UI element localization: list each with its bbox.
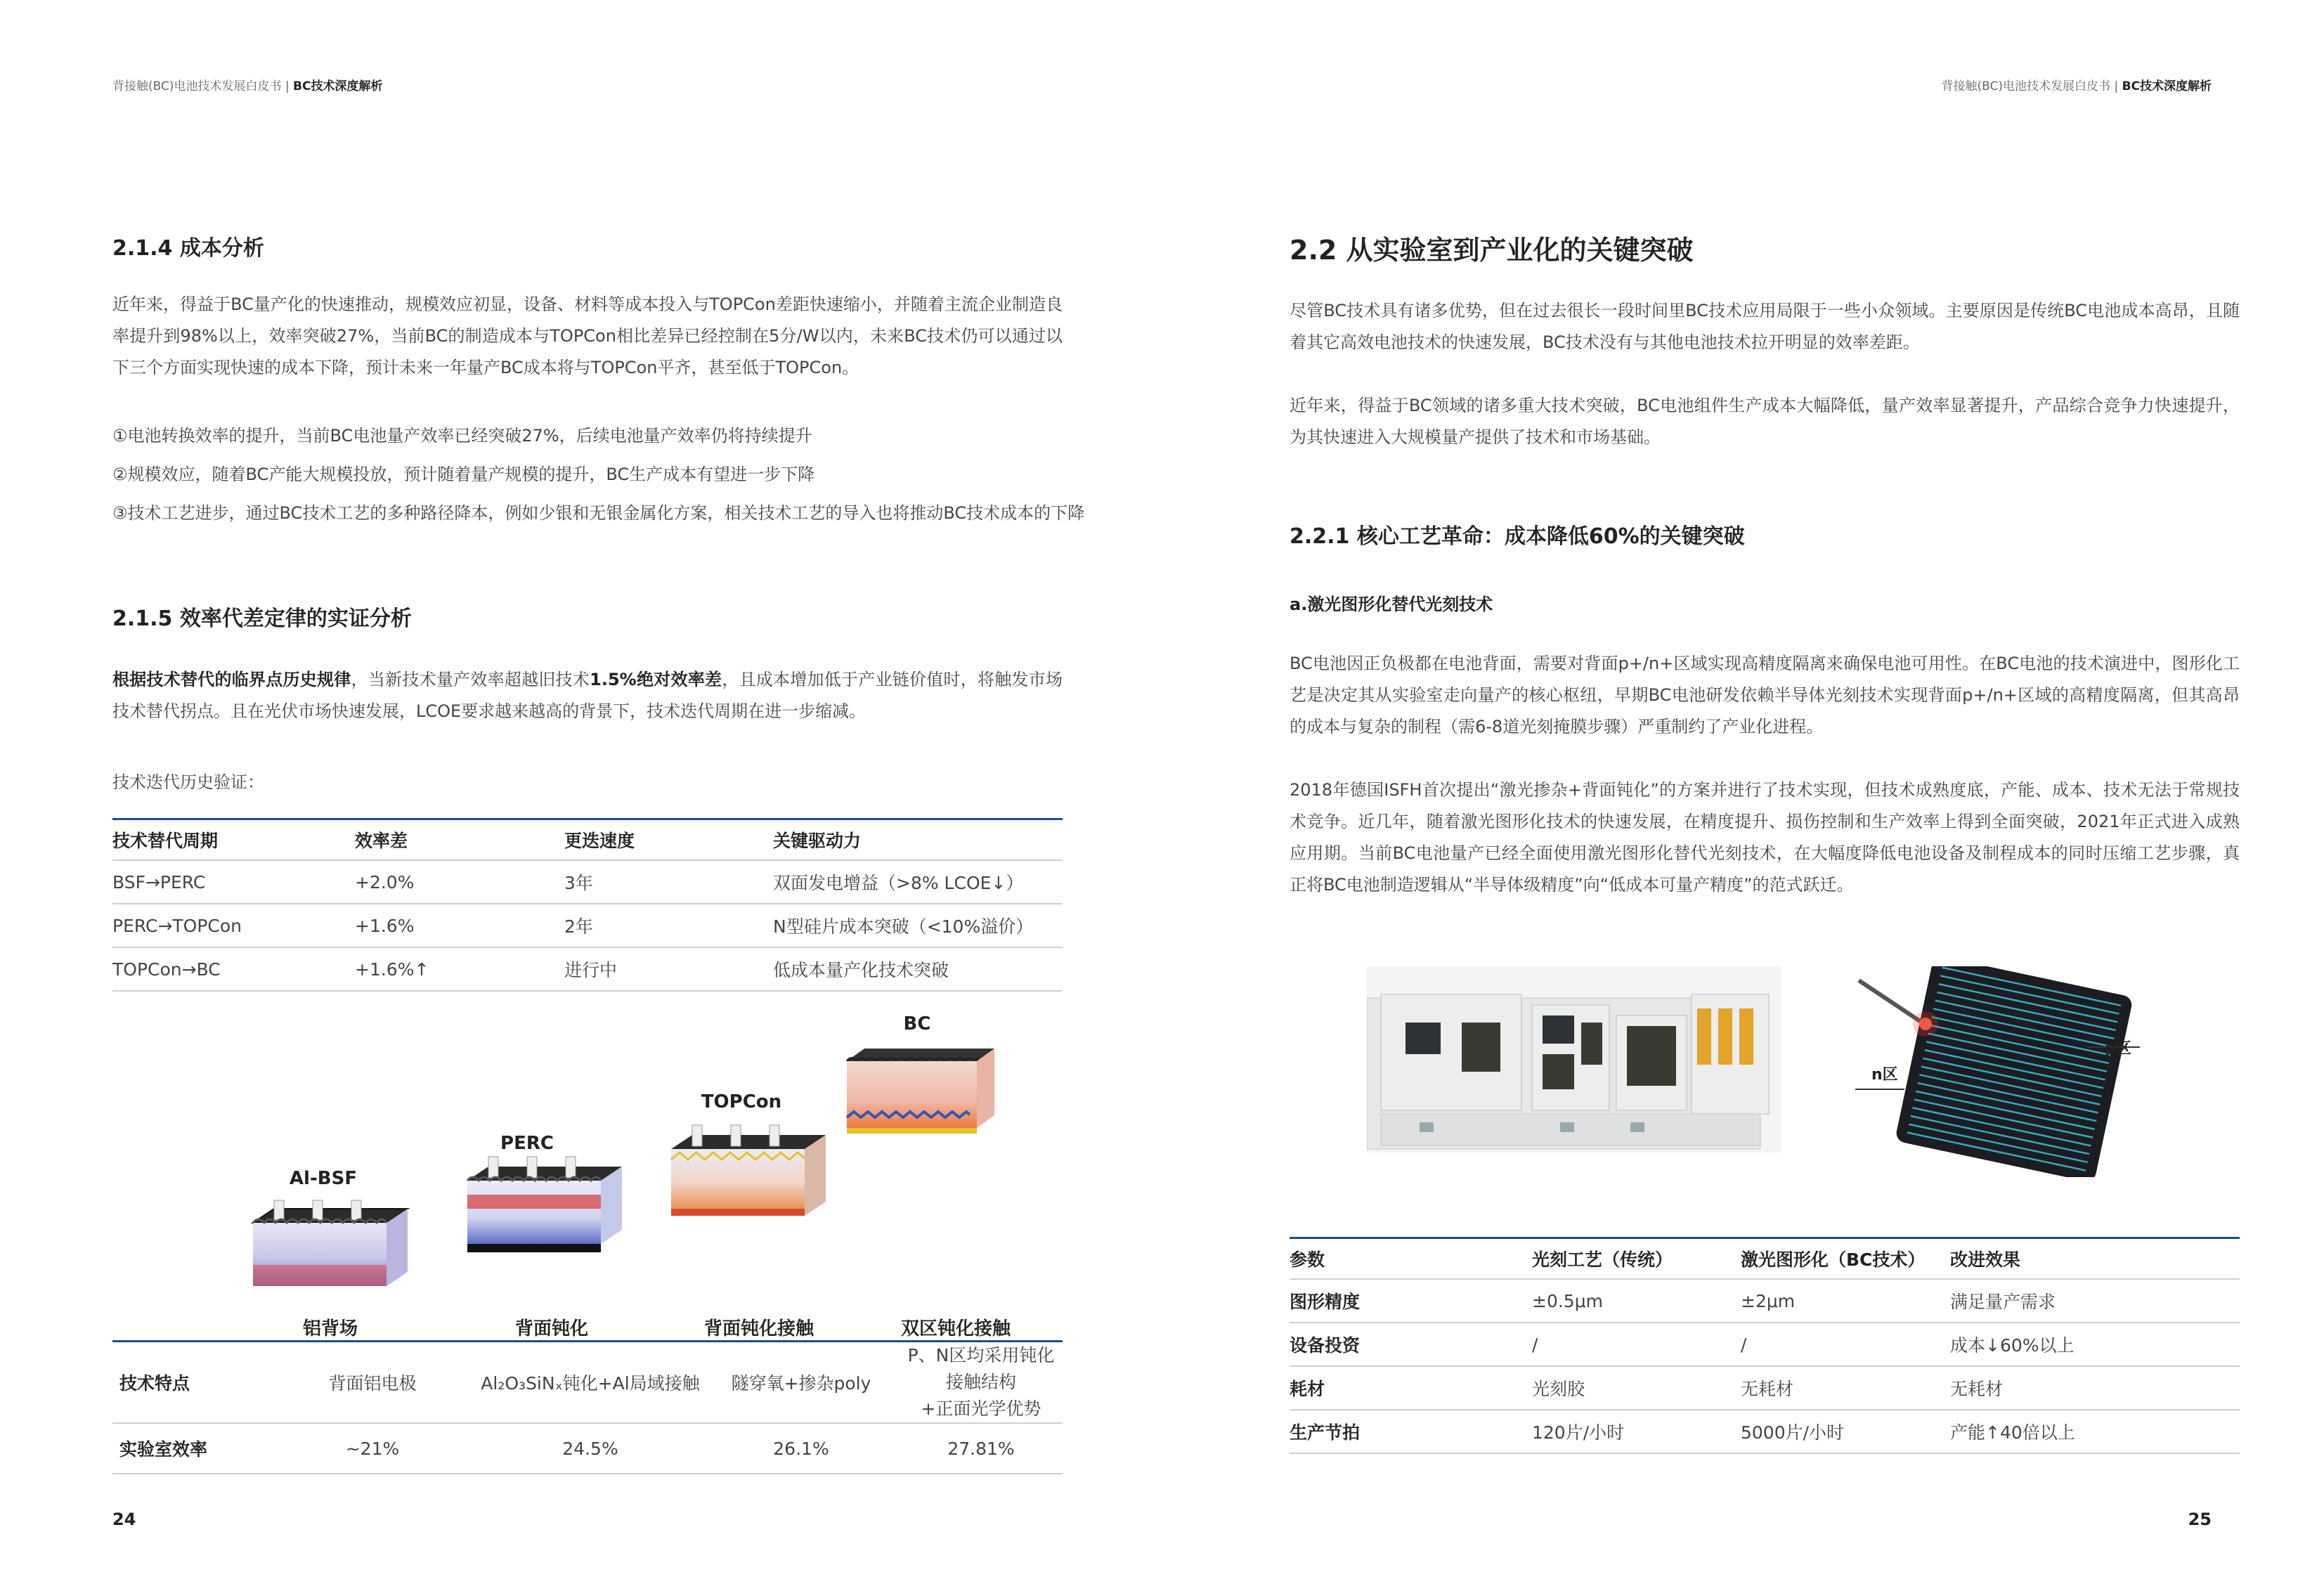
table-header-cell: 效率差	[355, 819, 564, 861]
table-cell: N型硅片成本突破（<10%溢价）	[773, 904, 1063, 947]
cell-name-al-bsf: Al-BSF	[289, 1168, 358, 1189]
efficiency-law-paragraph	[112, 664, 1063, 727]
tech-iteration-table	[112, 818, 1063, 992]
table-cell: 低成本量产化技术突破	[773, 947, 1063, 991]
table-cell: 2年	[564, 904, 773, 947]
table-cell: 进行中	[564, 947, 773, 991]
table-cell: +1.6%	[355, 904, 564, 947]
table-row	[112, 947, 1063, 991]
table-header-row	[1290, 1238, 2240, 1280]
cost-analysis-paragraph: 近年来，得益于BC量产化的快速推动，规模效应初显，设备、材料等成本投入与TOPCon差距快速缩小，并随着主流企业制造良率提升到98%以上，效率突破27%，当前BC的制造成本与TOPCon相比差异已经控制在5分/W以内，未来BC技术仍可以通过以下三个方面实现快速的成本下降，预计未来一年量产BC成本将与TOPCon平齐，甚至低于TOPCon。	[112, 294, 1063, 377]
table-row	[1290, 1366, 2240, 1410]
table-cell: ±0.5μm	[1532, 1279, 1741, 1323]
table-cell: TOPCon→BC	[112, 947, 355, 991]
section-heading-2-2: 2.2 从实验室到产业化的关键突破	[1290, 235, 1694, 266]
bc-feature-line1: P、N区均采用钝化接触结构	[907, 1345, 1055, 1392]
table-cell: 隧穿氧+掺杂poly	[703, 1342, 900, 1424]
table-cell: PERC→TOPCon	[112, 904, 355, 947]
row-header-cell: 设备投资	[1290, 1323, 1532, 1366]
table-row	[112, 904, 1063, 947]
cell-sub-al-bsf: 铝背场	[302, 1318, 358, 1339]
section-heading-2-2-1: 2.2.1 核心工艺革命：成本降低60%的关键突破	[1290, 524, 1745, 549]
cell-name-perc: PERC	[500, 1133, 554, 1154]
cell-name-topcon: TOPCon	[701, 1091, 782, 1112]
intro-paragraph-2: 近年来，得益于BC领域的诸多重大技术突破，BC电池组件生产成本大幅降低，量产效率显著提升，产品综合竞争力快速提升，为其快速进入大规模量产提供了技术和市场基础。	[1290, 396, 2240, 447]
table-cell: /	[1532, 1323, 1741, 1366]
table-header-cell: 改进效果	[1950, 1238, 2240, 1280]
row-header-lab-efficiency: 实验室效率	[112, 1423, 267, 1474]
bc-cell-illustration	[843, 1040, 998, 1146]
laser-equipment-image	[1367, 966, 1781, 1153]
table-cell: 27.81%	[900, 1423, 1063, 1474]
cell-sub-perc: 背面钝化	[514, 1318, 588, 1339]
table-cell: +2.0%	[355, 860, 564, 904]
table-cell: ±2μm	[1741, 1279, 1950, 1323]
right-running-header: 背接触(BC)电池技术发展白皮书 | BC技术深度解析	[1941, 79, 2212, 93]
table-cell: 5000片/小时	[1741, 1410, 1950, 1453]
para-bold-gap: 1.5%绝对效率差	[590, 670, 722, 689]
list-item-scale: ②规模效应，随着BC产能大规模投放，预计随着量产规模的提升，BC生产成本有望进一步下降	[112, 465, 815, 484]
table-cell: 光刻胶	[1532, 1366, 1741, 1410]
bc-cell-laser-image	[1855, 966, 2143, 1177]
topcon-cell-illustration	[664, 1121, 833, 1233]
cell-sub-topcon: 背面钝化接触	[703, 1318, 814, 1339]
table-header-cell: 技术替代周期	[112, 819, 355, 861]
table-cell: 3年	[564, 860, 773, 904]
left-page-number: 24	[112, 1510, 136, 1529]
table-cell: Al₂O₃SiNₓ钝化+Al局域接触	[478, 1342, 703, 1424]
table-header-cell: 激光图形化（BC技术）	[1741, 1238, 1950, 1280]
subheading-laser-patterning: a.激光图形化替代光刻技术	[1290, 595, 1493, 614]
laser-paragraph-1: BC电池因正负极都在电池背面，需要对背面p+/n+区域实现高精度隔离来确保电池可用性。在BC电池的技术演进中，图形化工艺是决定其从实验室走向量产的核心枢纽，早期BC电池研发依赖半导体光刻技术实现背面p+/n+区域的高精度隔离，但其高昂的成本与复杂的制程（需6-8道光刻掩膜步骤）严重制约了产业化进程。	[1290, 654, 2240, 736]
table-cell: 120片/小时	[1532, 1410, 1741, 1453]
table-cell	[900, 1342, 1063, 1424]
table-header-cell: 更迭速度	[564, 819, 773, 861]
table-header-cell: 关键驱动力	[773, 819, 1063, 861]
row-header-cell: 耗材	[1290, 1366, 1532, 1410]
table-cell: 无耗材	[1741, 1366, 1950, 1410]
table-cell: BSF→PERC	[112, 860, 355, 904]
table-cell: ~21%	[267, 1423, 478, 1474]
table-cell: 产能↑40倍以上	[1950, 1410, 2240, 1453]
table-header-cell: 光刻工艺（传统）	[1532, 1238, 1741, 1280]
table-cell: 满足量产需求	[1950, 1279, 2240, 1323]
table-cell: 双面发电增益（>8% LCOE↓）	[773, 860, 1063, 904]
list-item-efficiency: ①电池转换效率的提升，当前BC电池量产效率已经突破27%，后续电池量产效率仍将持续提升	[112, 426, 812, 446]
table-cell: 24.5%	[478, 1423, 703, 1474]
cell-name-bc: BC	[903, 1013, 931, 1034]
para-text-b: ，且成本增加低于产业链价值时，将触发市场技术替代拐点。且在光伏市场快速发展，LCOE要求越来越高的背景下，技术迭代周期在进一步缩减。	[112, 670, 1063, 721]
table-row	[1290, 1323, 2240, 1366]
history-verify-label: 技术迭代历史验证：	[112, 772, 264, 792]
row-header-cell: 图形精度	[1290, 1279, 1532, 1323]
p-region-label: p区	[2105, 1040, 2131, 1058]
right-header-section: BC技术深度解析	[2122, 79, 2212, 93]
right-page-number: 25	[2188, 1510, 2212, 1529]
perc-cell-illustration	[460, 1153, 629, 1265]
list-item-process: ③技术工艺进步，通过BC技术工艺的多种路径降本，例如少银和无银金属化方案，相关技术工艺的导入也将推动BC技术成本的下降	[112, 503, 1085, 523]
right-header-title: 背接触(BC)电池技术发展白皮书	[1941, 79, 2111, 93]
intro-paragraph-1: 尽管BC技术具有诸多优势，但在过去很长一段时间里BC技术应用局限于一些小众领域。主要原因是传统BC电池成本高昂，且随着其它高效电池技术的快速发展，BC技术没有与其他电池技术拉开明显的效率差距。	[1290, 301, 2240, 352]
bc-feature-line2: +正面光学优势	[921, 1398, 1041, 1419]
left-header-title: 背接触(BC)电池技术发展白皮书	[112, 79, 282, 93]
cell-comparison-table	[112, 1340, 1063, 1474]
laser-paragraph-2: 2018年德国ISFH首次提出“激光掺杂+背面钝化”的方案并进行了技术实现，但技术成熟度底，产能、成本、技术无法于常规技术竞争。近几年，随着激光图形化技术的快速发展，在精度提升、损伤控制和生产效率上得到全面突破，2021年正式进入成熟应用期。当前BC电池量产已经全面使用激光图形化替代光刻技术，在大幅度降低电池设备及制程成本的同时压缩工艺步骤，真正将BC电池制造逻辑从“半导体级精度”向“低成本可量产精度”的范式跃迁。	[1290, 780, 2240, 895]
table-row	[112, 1342, 1063, 1424]
para-bold-rule: 根据技术替代的临界点历史规律	[112, 670, 351, 689]
table-cell: 26.1%	[703, 1423, 900, 1474]
section-heading-2-1-5: 2.1.5 效率代差定律的实证分析	[112, 606, 412, 631]
table-row	[1290, 1279, 2240, 1323]
process-comparison-table	[1290, 1237, 2240, 1454]
table-row	[112, 1423, 1063, 1474]
table-cell: 背面铝电极	[267, 1342, 478, 1424]
table-cell: 无耗材	[1950, 1366, 2240, 1410]
n-region-label: n区	[1871, 1066, 1898, 1084]
left-header-section: BC技术深度解析	[293, 79, 383, 93]
section-heading-2-1-4: 2.1.4 成本分析	[112, 236, 264, 261]
para-text-a: ，当新技术量产效率超越旧技术	[351, 670, 590, 689]
table-cell: 成本↓60%以上	[1950, 1323, 2240, 1366]
al-bsf-cell-illustration	[246, 1195, 415, 1293]
table-header-row	[112, 819, 1063, 861]
table-row	[1290, 1410, 2240, 1453]
table-cell: /	[1741, 1323, 1950, 1366]
row-header-cell: 生产节拍	[1290, 1410, 1532, 1453]
table-header-cell: 参数	[1290, 1238, 1532, 1280]
row-header-features: 技术特点	[112, 1342, 267, 1424]
left-running-header: 背接触(BC)电池技术发展白皮书 | BC技术深度解析	[112, 79, 383, 93]
table-row	[112, 860, 1063, 904]
cell-sub-bc: 双区钝化接触	[900, 1318, 1011, 1339]
table-cell: +1.6%↑	[355, 947, 564, 991]
